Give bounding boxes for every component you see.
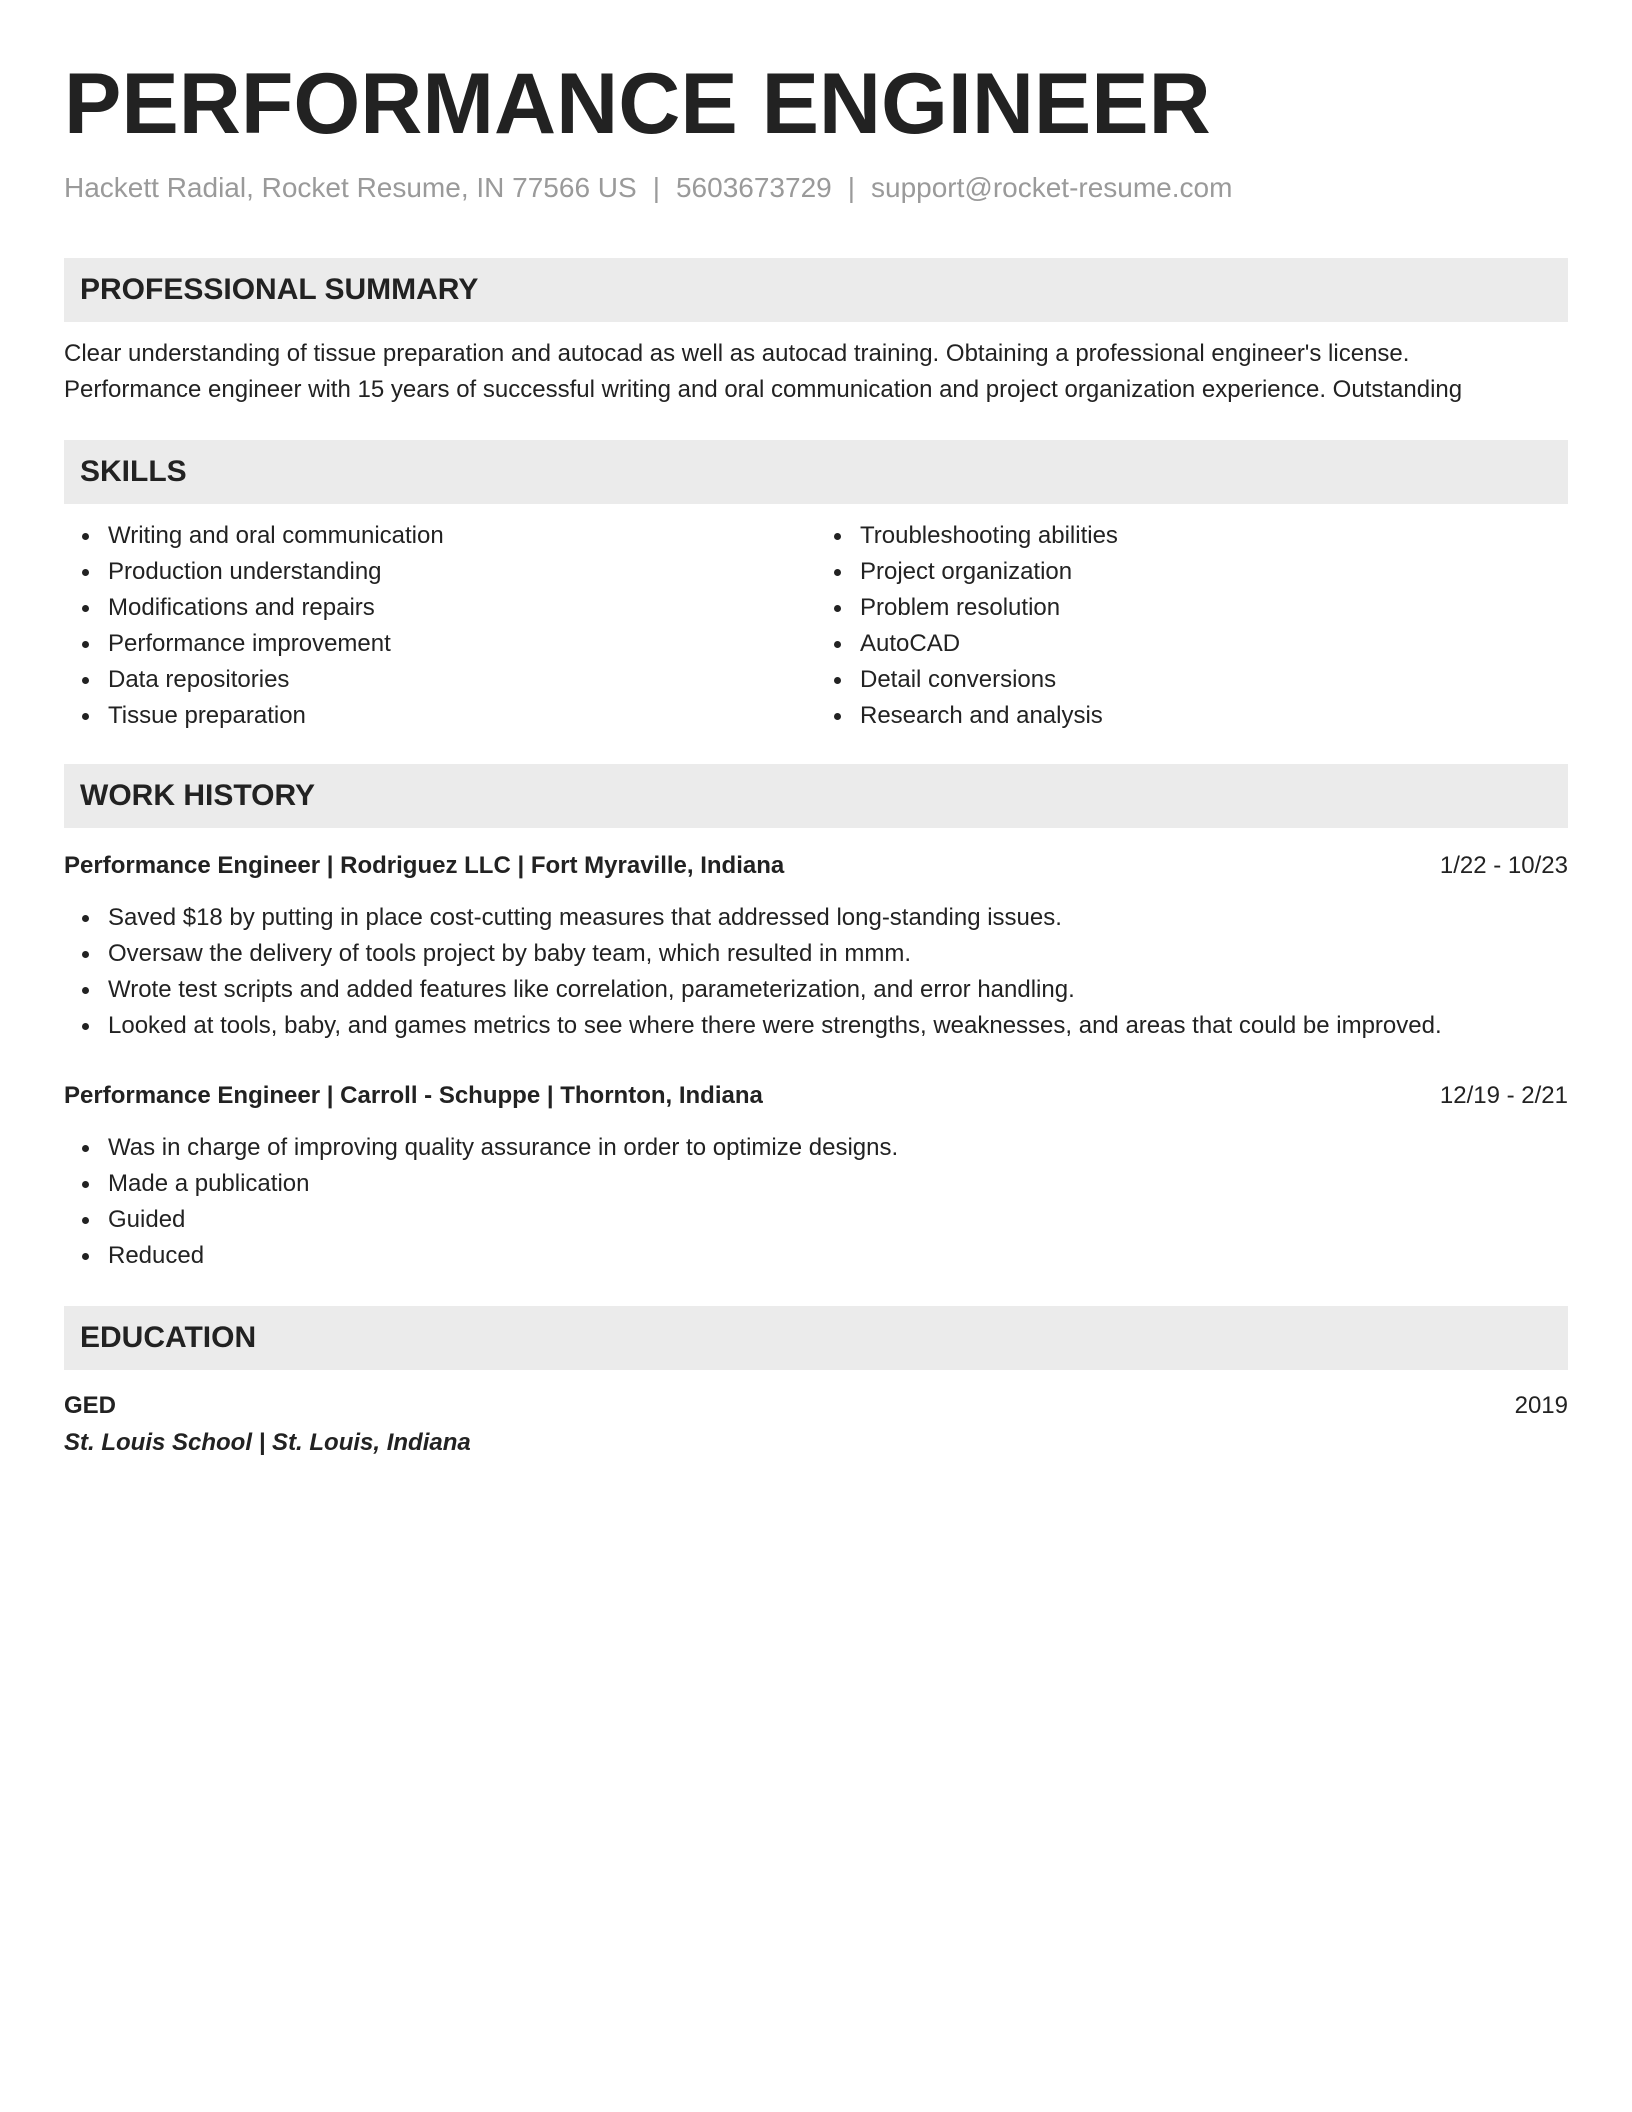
job-bullet: Was in charge of improving quality assurance in order to optimize designs.: [108, 1130, 1568, 1166]
resume-name: PERFORMANCE ENGINEER: [64, 56, 1211, 152]
contact-separator: |: [847, 172, 855, 203]
job-dates: 1/22 - 10/23: [1439, 852, 1568, 879]
education-school: St. Louis School | St. Louis, Indiana: [64, 1429, 471, 1456]
job-bullet: Oversaw the delivery of tools project by baby team, which resulted in mmm.: [108, 936, 1568, 972]
education-year: 2019: [1514, 1392, 1568, 1419]
education-degree: GED: [64, 1392, 117, 1419]
job-title: Performance Engineer | Rodriguez LLC | Fort Myraville, Indiana: [64, 852, 785, 879]
section-header-summary: PROFESSIONAL SUMMARY: [64, 258, 1568, 322]
job-bullets: [64, 1130, 1568, 1274]
contact-address: Hackett Radial, Rocket Resume, IN 77566 US: [64, 172, 637, 203]
job-bullet: Reduced: [108, 1238, 1568, 1274]
summary-line: Performance engineer with 15 years of successful writing and oral communication and project organization experience. Outstanding: [64, 376, 1463, 403]
contact-separator: |: [652, 172, 660, 203]
job-bullet: Made a publication: [108, 1166, 1568, 1202]
job-header: [64, 848, 1568, 884]
section-header-skills: SKILLS: [64, 440, 1568, 504]
job-title: Performance Engineer | Carroll - Schuppe | Thornton, Indiana: [64, 1082, 763, 1109]
skill-item: Tissue preparation: [108, 698, 816, 734]
skill-item: Writing and oral communication: [108, 518, 816, 554]
job-entry: [64, 848, 1568, 1044]
skill-item: Data repositories: [108, 662, 816, 698]
skill-item: AutoCAD: [860, 626, 1568, 662]
contact-email: support@rocket-resume.com: [871, 172, 1233, 203]
job-bullet: Wrote test scripts and added features like correlation, parameterization, and error handling.: [108, 972, 1568, 1008]
skill-item: Research and analysis: [860, 698, 1568, 734]
summary-text: [64, 336, 1568, 408]
summary-line: Clear understanding of tissue preparation and autocad as well as autocad training. Obtaining a professional engineer's license.: [64, 340, 1410, 367]
education-entry: [64, 1388, 1568, 1462]
skill-item: Problem resolution: [860, 590, 1568, 626]
contact-phone: 5603673729: [675, 172, 832, 203]
contact-line: [64, 170, 1568, 206]
section-header-education: EDUCATION: [64, 1306, 1568, 1370]
job-entry: [64, 1078, 1568, 1274]
skill-item: Detail conversions: [860, 662, 1568, 698]
job-bullet: Guided: [108, 1202, 1568, 1238]
job-header: [64, 1078, 1568, 1114]
skills-list: [64, 518, 1568, 734]
skills-column-right: [816, 518, 1568, 734]
job-bullets: [64, 900, 1568, 1044]
skills-column-left: [64, 518, 816, 734]
skill-item: Production understanding: [108, 554, 816, 590]
education-header: [64, 1388, 1568, 1424]
job-bullet: Looked at tools, baby, and games metrics to see where there were strengths, weaknesses, and areas that could be improved.: [108, 1008, 1568, 1044]
job-bullet: Saved $18 by putting in place cost-cutting measures that addressed long-standing issues.: [108, 900, 1568, 936]
skill-item: Troubleshooting abilities: [860, 518, 1568, 554]
section-header-work-history: WORK HISTORY: [64, 764, 1568, 828]
skill-item: Performance improvement: [108, 626, 816, 662]
job-dates: 12/19 - 2/21: [1439, 1082, 1568, 1109]
skill-item: Project organization: [860, 554, 1568, 590]
skill-item: Modifications and repairs: [108, 590, 816, 626]
